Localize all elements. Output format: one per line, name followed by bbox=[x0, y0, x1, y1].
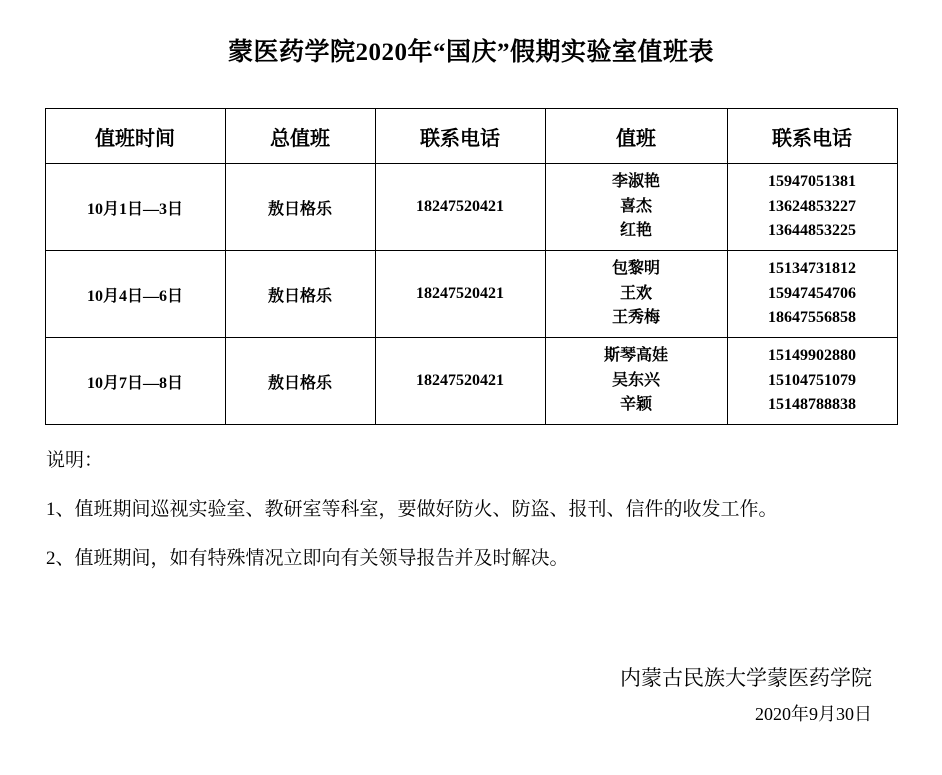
staff-phone: 15134731812 bbox=[768, 259, 856, 277]
column-header-duty-time: 值班时间 bbox=[45, 109, 225, 164]
column-header-chief-duty: 总值班 bbox=[225, 109, 375, 164]
cell-chief-phone: 18247520421 bbox=[375, 251, 545, 338]
staff-name: 李淑艳 bbox=[611, 172, 660, 190]
duty-schedule-table bbox=[45, 108, 898, 425]
document-page bbox=[0, 32, 942, 775]
cell-duty-date: 10月4日—6日 bbox=[45, 251, 225, 338]
staff-phone: 13624853227 bbox=[768, 197, 856, 215]
cell-staff-phones bbox=[727, 251, 897, 338]
cell-duty-date: 10月7日—8日 bbox=[45, 338, 225, 425]
staff-name: 王欢 bbox=[619, 284, 652, 302]
signature-date: 2020年9月30日 bbox=[755, 703, 872, 724]
note-item: 2、值班期间，如有特殊情况立即向有关领导报告并及时解决。 bbox=[46, 547, 569, 569]
table-row bbox=[45, 251, 897, 338]
page-title: 蒙医药学院2020年“国庆”假期实验室值班表 bbox=[227, 39, 714, 66]
staff-name: 喜杰 bbox=[619, 197, 652, 215]
staff-name: 斯琴高娃 bbox=[603, 346, 668, 364]
staff-phone: 15149902880 bbox=[768, 346, 856, 364]
cell-chief-name: 敖日格乐 bbox=[225, 251, 375, 338]
staff-phone: 15104751079 bbox=[768, 371, 856, 389]
cell-staff-phones bbox=[727, 164, 897, 251]
column-header-staff-phone: 联系电话 bbox=[727, 109, 897, 164]
signature-organization: 内蒙古民族大学蒙医药学院 bbox=[620, 665, 872, 690]
table-row bbox=[45, 164, 897, 251]
staff-name: 辛颖 bbox=[619, 396, 652, 414]
cell-staff-names bbox=[545, 338, 727, 425]
cell-staff-names bbox=[545, 164, 727, 251]
staff-phone: 15148788838 bbox=[768, 396, 856, 414]
staff-phone: 18647556858 bbox=[768, 309, 856, 327]
staff-name: 包黎明 bbox=[611, 259, 660, 277]
note-item: 1、值班期间巡视实验室、教研室等科室，要做好防火、防盗、报刊、信件的收发工作。 bbox=[46, 498, 778, 520]
cell-duty-date: 10月1日—3日 bbox=[45, 164, 225, 251]
cell-chief-name: 敖日格乐 bbox=[225, 338, 375, 425]
cell-chief-phone: 18247520421 bbox=[375, 164, 545, 251]
staff-phone: 13644853225 bbox=[768, 222, 856, 240]
cell-staff-phones bbox=[727, 338, 897, 425]
notes-heading: 说明： bbox=[46, 450, 104, 471]
staff-name: 红艳 bbox=[619, 222, 652, 240]
cell-staff-names bbox=[545, 251, 727, 338]
cell-chief-phone: 18247520421 bbox=[375, 338, 545, 425]
staff-name: 王秀梅 bbox=[611, 309, 660, 327]
notes-section bbox=[46, 451, 942, 570]
table-header-row bbox=[45, 109, 897, 164]
staff-phone: 15947454706 bbox=[768, 284, 856, 302]
staff-name: 吴东兴 bbox=[611, 371, 660, 389]
column-header-staff: 值班 bbox=[545, 109, 727, 164]
cell-chief-name: 敖日格乐 bbox=[225, 164, 375, 251]
column-header-chief-phone: 联系电话 bbox=[375, 109, 545, 164]
staff-phone: 15947051381 bbox=[768, 172, 856, 190]
table-row bbox=[45, 338, 897, 425]
